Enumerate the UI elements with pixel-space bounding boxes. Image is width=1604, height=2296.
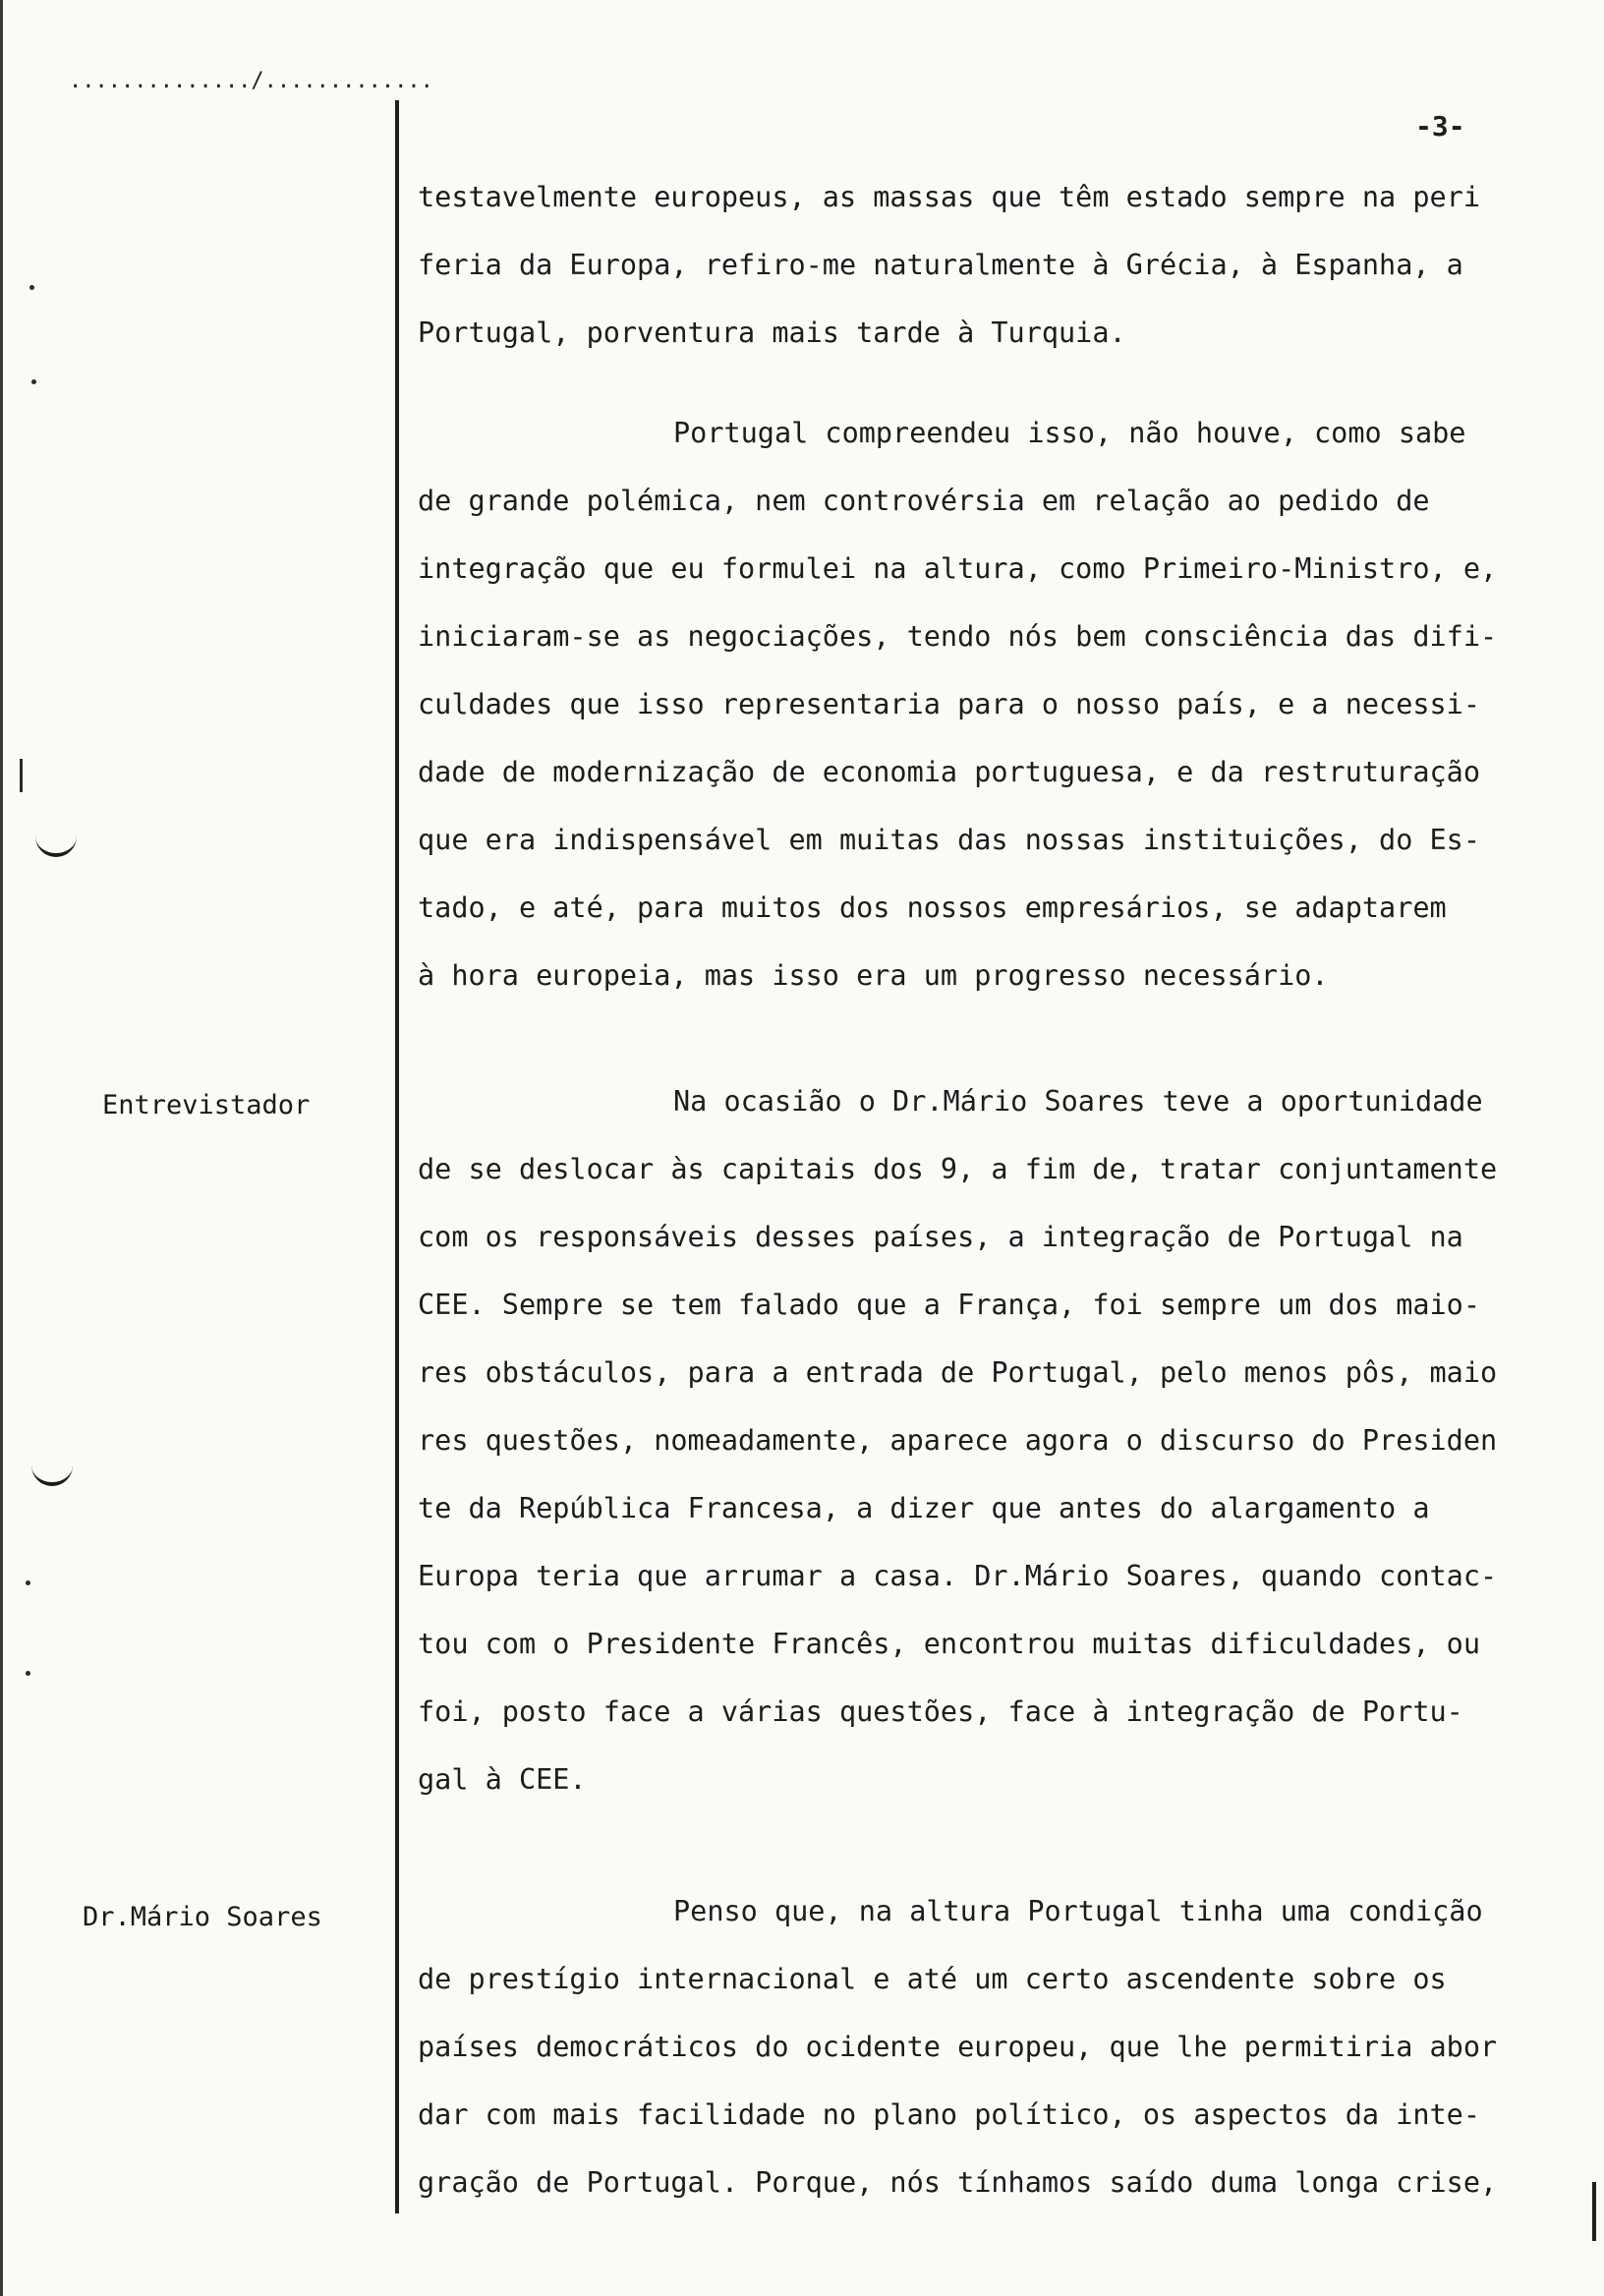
reference-mark: ............../............. [69,69,433,93]
text-line: que era indispensável em muitas das nossas instituições, do Es- [418,824,1480,856]
text-line: tado, e até, para muitos dos nossos empresários, se adaptarem [418,891,1447,924]
margin-dot [26,1671,30,1676]
text-line: testavelmente europeus, as massas que têm estado sempre na peri [418,181,1480,213]
margin-divider-line [395,100,399,2213]
paragraph-2 [418,399,1602,1009]
text-line: com os responsáveis desses países, a integração de Portugal na [418,1221,1463,1253]
right-edge-bar [1592,2182,1596,2241]
speaker-label-interviewer: Entrevistador [102,1090,311,1120]
text-line: Europa teria que arrumar a casa. Dr.Mário Soares, quando contac- [418,1560,1498,1592]
page-left-edge [0,0,3,2296]
paragraph-1 [418,163,1602,367]
text-line: feria da Europa, refiro-me naturalmente à Grécia, à Espanha, a [418,249,1463,281]
text-line: à hora europeia, mas isso era um progresso necessário. [418,959,1329,992]
text-line: res questões, nomeadamente, aparece agora o discurso do Presiden [418,1424,1498,1457]
text-line: CEE. Sempre se tem falado que a França, foi sempre um dos maio- [418,1289,1480,1321]
text-line: de grande polémica, nem controvérsia em relação ao pedido de [418,485,1430,517]
text-line: de prestígio internacional e até um certo ascendente sobre os [418,1963,1447,1995]
text-line: res obstáculos, para a entrada de Portugal, pelo menos pôs, maio [418,1356,1498,1389]
text-line: tou com o Presidente Francês, encontrou muitas dificuldades, ou [418,1628,1480,1660]
text-line: foi, posto face a várias questões, face à integração de Portu- [418,1695,1463,1728]
margin-arc-mark [31,1457,73,1486]
text-line: Penso que, na altura Portugal tinha uma condição [673,1895,1483,1927]
text-line: Na ocasião o Dr.Mário Soares teve a oportunidade [673,1085,1483,1118]
margin-dot [29,285,34,290]
text-line: países democráticos do ocidente europeu, que lhe permitiria abor [418,2031,1498,2063]
margin-dot [26,1580,30,1585]
text-line: Portugal, porventura mais tarde à Turquia. [418,316,1126,349]
text-line: gal à CEE. [418,1763,587,1796]
margin-arc-mark [35,828,77,857]
margin-dot [31,379,36,384]
margin-tick-mark [20,759,23,792]
text-line: iniciaram-se as negociações, tendo nós bem consciência das difi- [418,620,1498,653]
text-line: integração que eu formulei na altura, como Primeiro-Ministro, e, [418,552,1498,585]
text-line: dar com mais facilidade no plano político, os aspectos da inte- [418,2098,1480,2131]
text-line: dade de modernização de economia portuguesa, e da restruturação [418,756,1480,788]
paragraph-3 [418,1067,1602,1813]
page-number: -3- [1415,110,1465,143]
text-line: de se deslocar às capitais dos 9, a fim de, tratar conjuntamente [418,1153,1498,1185]
text-line: te da República Francesa, a dizer que antes do alargamento a [418,1492,1430,1524]
text-line: gração de Portugal. Porque, nós tínhamos saído duma longa crise, [418,2166,1498,2199]
paragraph-4 [418,1877,1602,2216]
text-line: Portugal compreendeu isso, não houve, como sabe [673,417,1466,449]
text-line: culdades que isso representaria para o nosso país, e a necessi- [418,688,1480,720]
speaker-label-mario-soares: Dr.Mário Soares [83,1902,322,1932]
